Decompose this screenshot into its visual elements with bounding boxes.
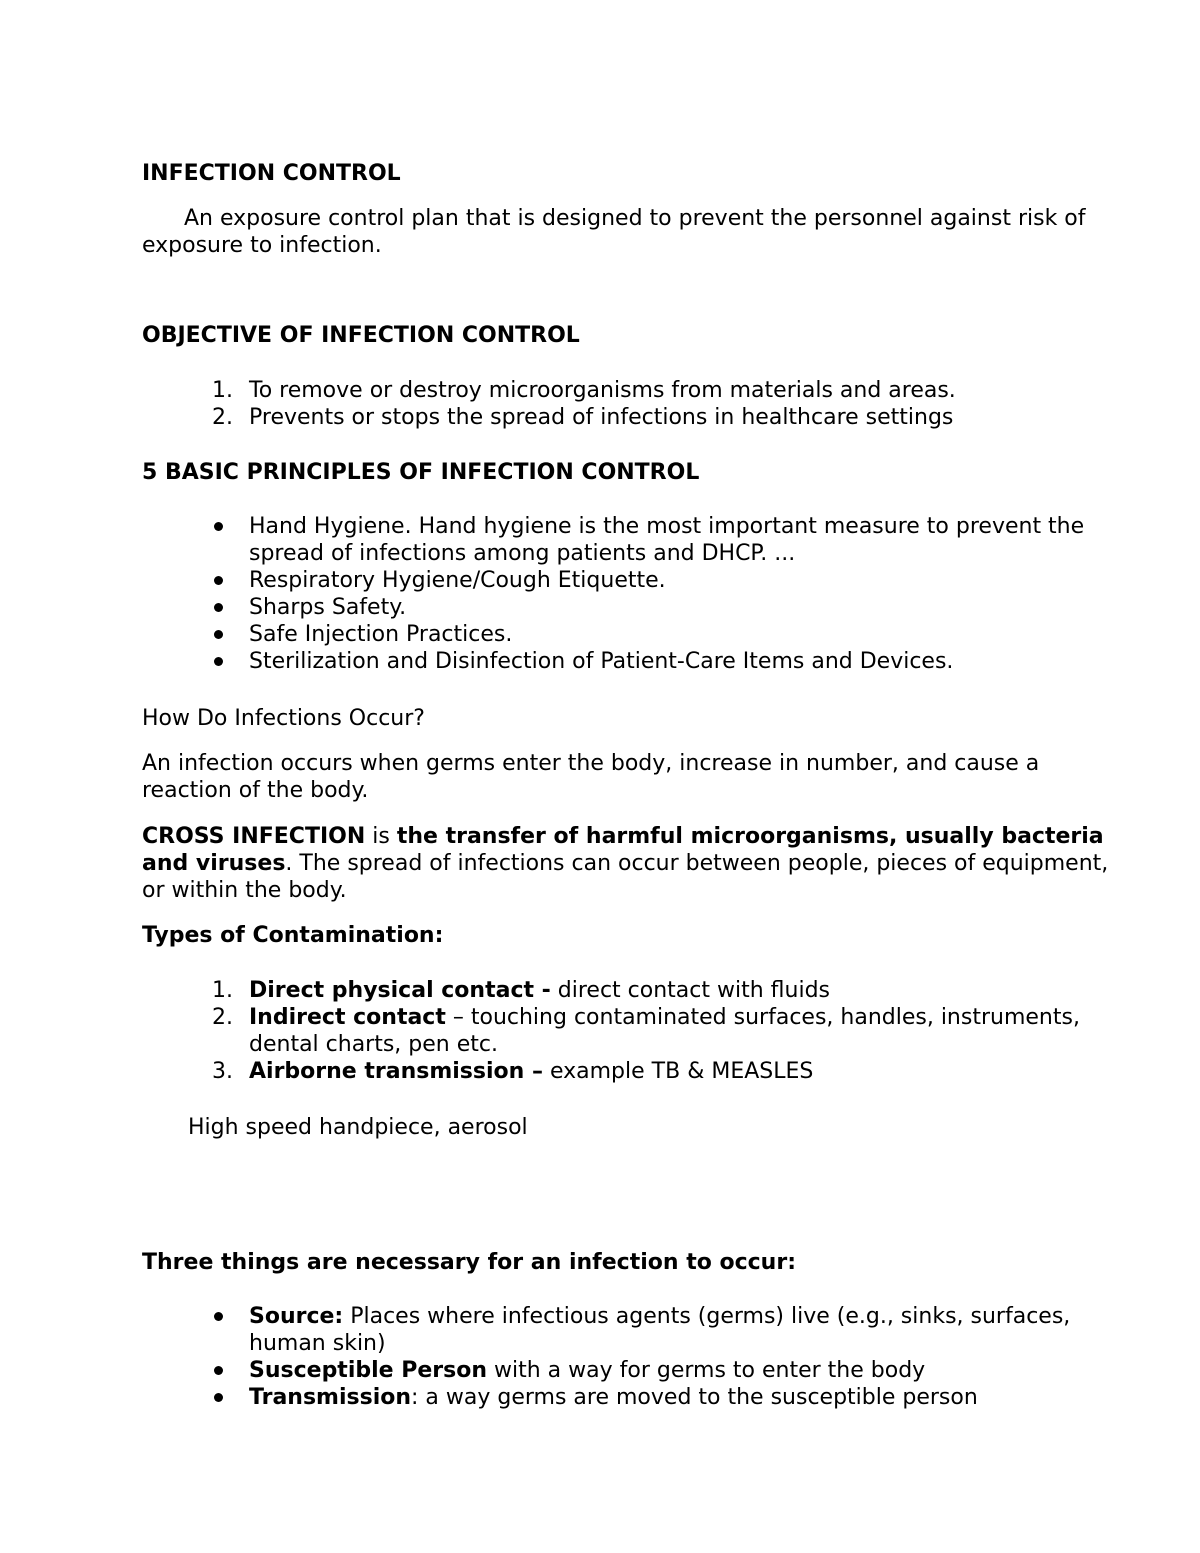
list-item	[142, 594, 1132, 621]
bullet-icon	[214, 657, 223, 666]
list-item-text: Sterilization and Disinfection of Patient-Care Items and Devices.	[249, 649, 954, 674]
bullet-icon	[214, 522, 223, 531]
list-item-text: To remove or destroy microorganisms from materials and areas.	[249, 378, 956, 403]
list-item-desc: example TB & MEASLES	[542, 1059, 814, 1084]
list-item-text: Prevents or stops the spread of infections in healthcare settings	[249, 405, 954, 430]
bullet-icon	[214, 603, 223, 612]
objective-list	[142, 377, 1132, 431]
list-item-term: Indirect contact	[249, 1005, 446, 1030]
bullet-icon	[214, 1312, 223, 1321]
list-item-term: Transmission	[249, 1385, 412, 1410]
principles-heading: 5 BASIC PRINCIPLES OF INFECTION CONTROL	[142, 460, 700, 485]
contamination-heading: Types of Contamination:	[142, 923, 444, 948]
list-item	[142, 621, 1132, 648]
list-item-desc: direct contact with fluids	[550, 978, 831, 1003]
list-number: 2.	[212, 1005, 233, 1030]
list-item	[142, 1004, 1132, 1058]
list-item-term: Source:	[249, 1304, 344, 1329]
bullet-icon	[214, 630, 223, 639]
list-number: 3.	[212, 1059, 233, 1084]
how-answer: An infection occurs when germs enter the body, increase in number, and cause a reaction of the body.	[142, 751, 1040, 803]
objective-heading: OBJECTIVE OF INFECTION CONTROL	[142, 323, 580, 348]
list-item	[142, 648, 1132, 675]
cross-infection-rest: . The spread of infections can occur between people, pieces of equipment, or within the body.	[142, 851, 1109, 903]
list-item	[142, 1303, 1132, 1357]
bullet-icon	[214, 1393, 223, 1402]
list-number: 1.	[212, 978, 233, 1003]
cross-infection-definition: the transfer of harmful microorganisms, usually bacteria and viruses	[142, 824, 1104, 876]
list-item-term: Susceptible Person	[249, 1358, 488, 1383]
list-item-term: Direct physical contact -	[249, 978, 551, 1003]
list-number: 2.	[212, 405, 233, 430]
list-item-text: Sharps Safety.	[249, 595, 407, 620]
list-item-term: Airborne transmission –	[249, 1059, 543, 1084]
cross-infection-paragraph	[142, 823, 1132, 904]
list-item-desc: : a way germs are moved to the susceptible person	[411, 1385, 978, 1410]
list-item	[142, 1058, 1132, 1085]
list-item	[142, 404, 1132, 431]
list-item-desc: with a way for germs to enter the body	[487, 1358, 926, 1383]
doc-title: INFECTION CONTROL	[142, 161, 401, 186]
list-item	[142, 377, 1132, 404]
three-things-list	[142, 1303, 1132, 1411]
cross-infection-term: CROSS INFECTION	[142, 824, 366, 849]
bullet-icon	[214, 1366, 223, 1375]
list-item	[142, 1384, 1132, 1411]
list-item	[142, 1357, 1132, 1384]
list-item-desc: – touching contaminated surfaces, handles, instruments, dental charts, pen etc.	[249, 1005, 1080, 1057]
contamination-note: High speed handpiece, aerosol	[188, 1115, 528, 1140]
list-item-text: Hand Hygiene. Hand hygiene is the most important measure to prevent the spread of infections among patients and DHCP. ...	[249, 514, 1085, 566]
list-number: 1.	[212, 378, 233, 403]
list-item-desc: Places where infectious agents (germs) live (e.g., sinks, surfaces, human skin)	[249, 1304, 1071, 1356]
cross-infection-is: is	[365, 824, 397, 849]
contamination-list	[142, 977, 1132, 1085]
how-question: How Do Infections Occur?	[142, 706, 425, 731]
list-item	[142, 567, 1132, 594]
three-things-heading: Three things are necessary for an infection to occur:	[142, 1250, 796, 1275]
list-item	[142, 977, 1132, 1004]
intro-paragraph: An exposure control plan that is designed to prevent the personnel against risk of exposure to infection.	[142, 206, 1086, 258]
principles-list	[142, 513, 1132, 675]
bullet-icon	[214, 576, 223, 585]
list-item	[142, 513, 1132, 567]
list-item-text: Respiratory Hygiene/Cough Etiquette.	[249, 568, 666, 593]
list-item-text: Safe Injection Practices.	[249, 622, 513, 647]
